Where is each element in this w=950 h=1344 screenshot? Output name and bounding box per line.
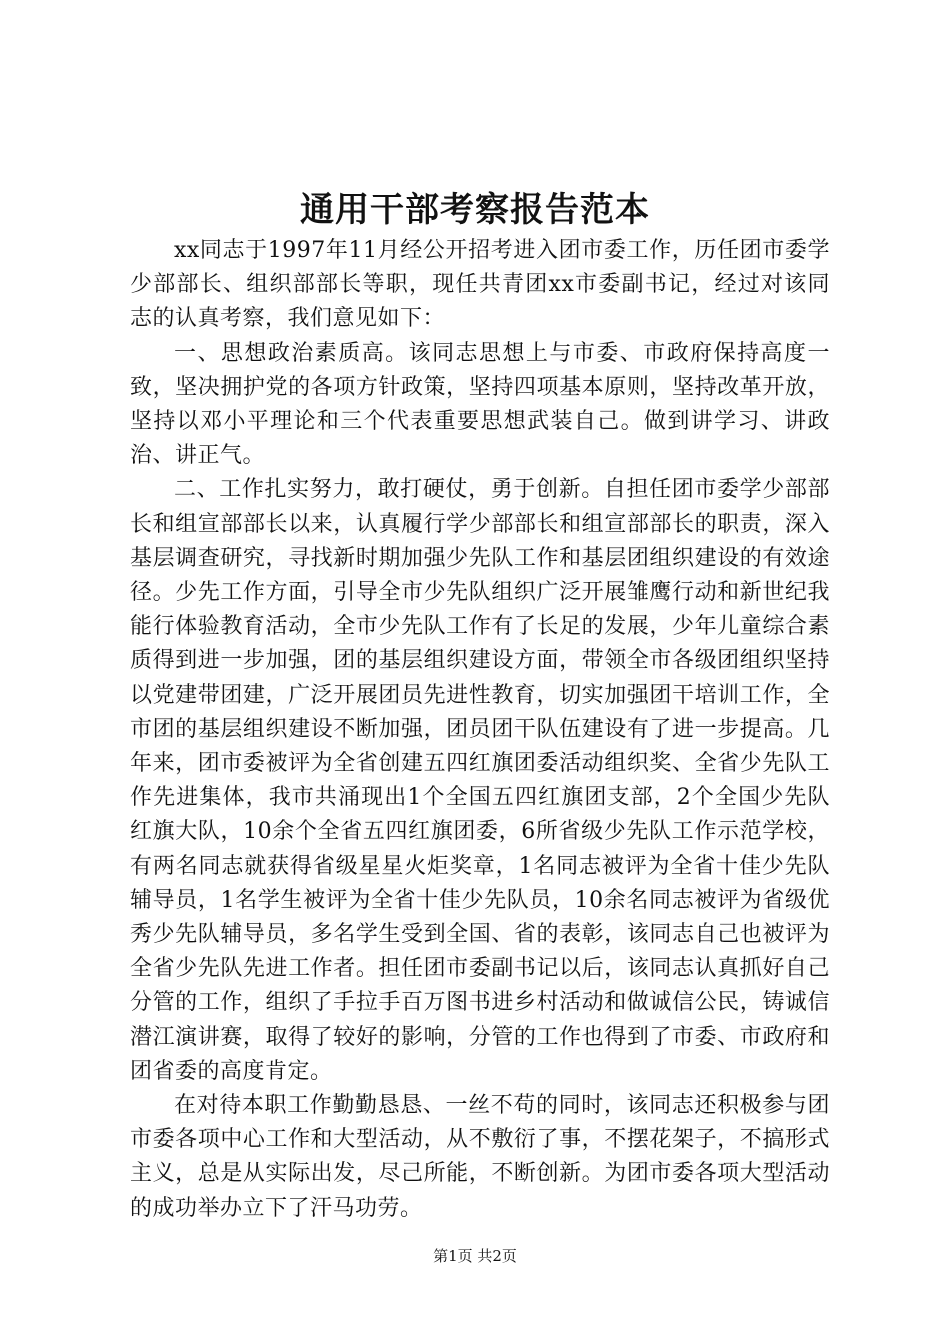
paragraph-diligence: 在对待本职工作勤勤恳恳、一丝不苟的同时，该同志还积极参与团市委各项中心工作和大型活动，从不敷衍了事，不摆花架子，不搞形式主义，总是从实际出发，尽己所能，不断创新。为团市委各项大型活动的成功举办立下了汗马功劳。	[130, 1093, 830, 1221]
paragraph-political-quality: 一、思想政治素质高。该同志思想上与市委、市政府保持高度一致，坚决拥护党的各项方针政策，坚持四项基本原则，坚持改革开放，坚持以邓小平理论和三个代表重要思想武装自己。做到讲学习、讲政治、讲正气。	[130, 340, 830, 469]
paragraph-work-performance: 二、工作扎实努力，敢打硬仗，勇于创新。自担任团市委学少部部长和组宣部部长以来，认真履行学少部部长和组宣部部长的职责，深入基层调查研究，寻找新时期加强少先队工作和基层团组织建设的有效途径。少先工作方面，引导全市少先队组织广泛开展雏鹰行动和新世纪我能行体验教育活动，全市少先队工作有了长足的发展，少年儿童综合素质得到进一步加强，团的基层组织建设方面，带领全市各级团组织坚持以党建带团建，广泛开展团员先进性教育，切实加强团干培训工作，全市团的基层组织建设不断加强，团员团干队伍建设有了进一步提高。几年来，团市委被评为全省创建五四红旗团委活动组织奖、全省少先队工作先进集体，我市共涌现出1个全国五四红旗团支部，2个全国少先队红旗大队，10余个全省五四红旗团委，6所省级少先队工作示范学校，有两名同志就获得省级星星火炬奖章，1名同志被评为全省十佳少先队辅导员，1名学生被评为全省十佳少先队员，10余名同志被评为省级优秀少先队辅导员，多名学生受到全国、省的表彰，该同志自己也被评为全省少先队先进工作者。担任团市委副书记以后，该同志认真抓好自己分管的工作，组织了手拉手百万图书进乡村活动和做诚信公民，铸诚信潜江演讲赛，取得了较好的影响，分管的工作也得到了市委、市政府和团省委的高度肯定。	[130, 477, 830, 1084]
document-body	[130, 234, 830, 1226]
page-footer: 第1页 共2页	[433, 1247, 517, 1265]
document-title: 通用干部考察报告范本	[300, 190, 650, 230]
paragraph-intro: xx同志于1997年11月经公开招考进入团市委工作，历任团市委学少部部长、组织部部长等职，现任共青团xx市委副书记，经过对该同志的认真考察，我们意见如下：	[130, 238, 830, 332]
